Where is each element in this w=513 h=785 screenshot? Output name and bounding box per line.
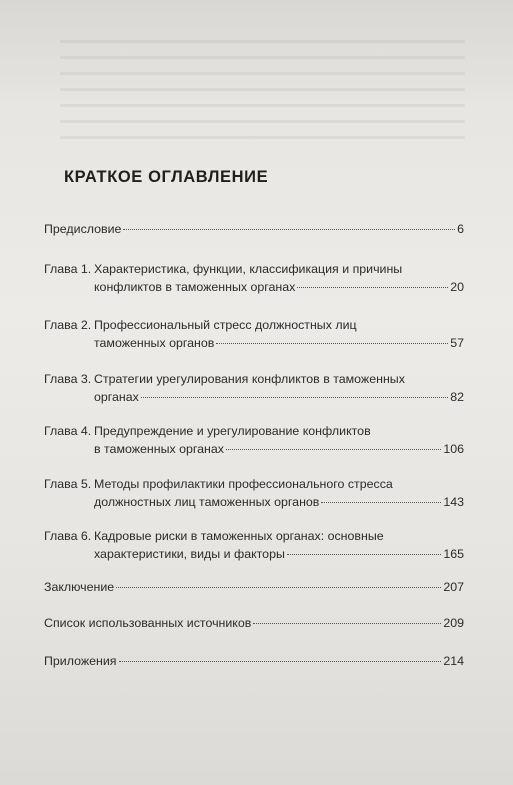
chapter-title-line-2: конфликтов в таможенных органах — [94, 280, 296, 294]
show-through-line — [60, 72, 465, 75]
leader-dots — [226, 449, 441, 450]
leader-dots — [119, 661, 442, 662]
toc-entry-label: Заключение — [44, 580, 115, 594]
chapter-title-line-2: в таможенных органах — [94, 442, 224, 456]
toc-page-number: 143 — [443, 495, 464, 509]
leader-dots — [116, 587, 441, 588]
chapter-title-line-2: должностных лиц таможенных органов — [94, 495, 320, 509]
toc-entry-chapter-4[interactable] — [44, 422, 464, 458]
toc-page-number: 20 — [450, 280, 464, 294]
chapter-title-line-1: Методы профилактики профессионального стресса — [94, 477, 393, 491]
chapter-title-line-1: Кадровые риски в таможенных органах: основные — [94, 529, 384, 543]
chapter-title-line-1: Профессиональный стресс должностных лиц — [94, 318, 357, 332]
chapter-number: Глава 4. — [44, 424, 92, 438]
leader-dots — [321, 502, 441, 503]
leader-dots — [297, 287, 448, 288]
toc-entry-conclusion[interactable] — [44, 578, 464, 596]
toc-page-number: 165 — [443, 547, 464, 561]
toc-heading: КРАТКОЕ ОГЛАВЛЕНИЕ — [64, 168, 269, 186]
chapter-number: Глава 5. — [44, 477, 92, 491]
toc-entry-chapter-2[interactable] — [44, 316, 464, 352]
show-through-line — [60, 104, 465, 107]
show-through-line — [60, 88, 465, 91]
leader-dots — [253, 623, 441, 624]
toc-entry-label: Список использованных источников — [44, 616, 252, 630]
toc-entry-chapter-3[interactable] — [44, 370, 464, 406]
show-through-line — [60, 120, 465, 123]
chapter-title-line-2: характеристики, виды и факторы — [94, 547, 285, 561]
toc-entry-references[interactable] — [44, 614, 464, 632]
toc-entry-chapter-1[interactable] — [44, 260, 464, 296]
toc-page-number: 57 — [450, 336, 464, 350]
leader-dots — [141, 397, 448, 398]
show-through-line — [60, 136, 465, 139]
show-through-line — [60, 40, 465, 43]
toc-entry-chapter-5[interactable] — [44, 475, 464, 511]
toc-page-number: 209 — [443, 616, 464, 630]
chapter-number: Глава 2. — [44, 318, 92, 332]
toc-entry-label: Предисловие — [44, 222, 122, 236]
toc-entry-chapter-6[interactable] — [44, 527, 464, 563]
toc-page-number: 214 — [443, 654, 464, 668]
toc-entry-label: Приложения — [44, 654, 117, 668]
leader-dots — [123, 229, 455, 230]
toc-page-number: 82 — [450, 390, 464, 404]
chapter-number: Глава 1. — [44, 262, 92, 276]
chapter-title-line-2: органах — [94, 390, 139, 404]
toc-page-number: 207 — [443, 580, 464, 594]
chapter-title-line-2: таможенных органов — [94, 336, 215, 350]
toc-page-number: 6 — [457, 222, 464, 236]
chapter-title-line-1: Стратегии урегулирования конфликтов в таможенных — [94, 372, 405, 386]
leader-dots — [216, 343, 448, 344]
show-through-line — [60, 56, 465, 59]
chapter-number: Глава 6. — [44, 529, 92, 543]
leader-dots — [287, 554, 441, 555]
toc-entry-appendices[interactable] — [44, 652, 464, 670]
chapter-number: Глава 3. — [44, 372, 92, 386]
toc-page-number: 106 — [443, 442, 464, 456]
chapter-title-line-1: Предупреждение и урегулирование конфликтов — [94, 424, 371, 438]
chapter-title-line-1: Характеристика, функции, классификация и причины — [94, 262, 403, 276]
toc-entry-preface[interactable] — [44, 220, 464, 238]
